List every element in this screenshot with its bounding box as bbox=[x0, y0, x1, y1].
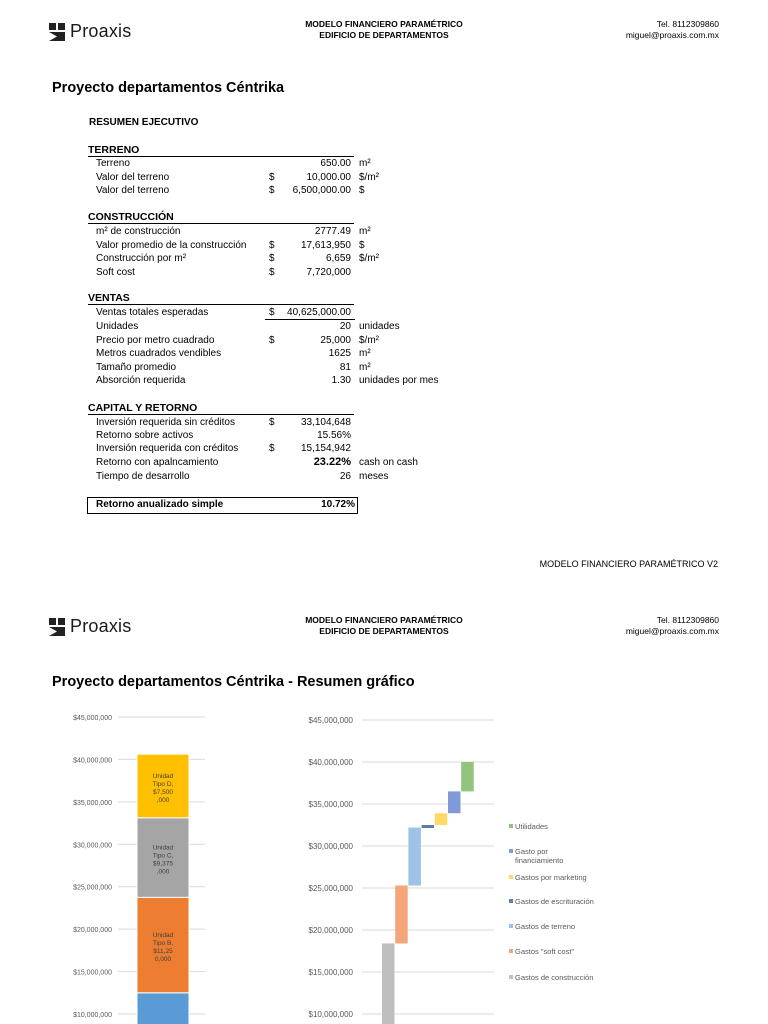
document-header bbox=[264, 615, 504, 637]
data-label: ,000 bbox=[156, 796, 170, 804]
waterfall-bar bbox=[408, 828, 421, 886]
data-label: $7,500 bbox=[153, 788, 173, 796]
proaxis-logo-icon bbox=[49, 618, 65, 636]
brand-name: Proaxis bbox=[70, 616, 132, 636]
data-label: Tipo C, bbox=[152, 852, 174, 860]
legend-label: Gastos "soft cost" bbox=[515, 947, 575, 956]
legend-label: Gastos por marketing bbox=[515, 873, 587, 882]
highlight-value: 10.72% bbox=[321, 499, 355, 510]
header-title-line2: EDIFICIO DE DEPARTAMENTOS bbox=[319, 30, 449, 40]
brand-logo bbox=[49, 616, 131, 637]
page-title: Proyecto departamentos Céntrika bbox=[52, 80, 285, 96]
y-tick-label: $45,000,000 bbox=[308, 716, 353, 725]
contact-info bbox=[519, 615, 719, 637]
stacked-units-chart bbox=[40, 700, 220, 1024]
waterfall-bar bbox=[382, 943, 395, 1024]
data-label: Unidad bbox=[152, 932, 174, 940]
y-tick-label: $10,000,000 bbox=[73, 1012, 112, 1019]
highlight-label: Retorno anualizado simple bbox=[96, 499, 224, 510]
contact-email: miguel@proaxis.com.mx bbox=[625, 626, 719, 636]
y-tick-label: $35,000,000 bbox=[308, 800, 353, 809]
section-heading-ventas: VENTAS bbox=[88, 292, 354, 305]
legend-label: Gastos de terreno bbox=[515, 922, 576, 931]
legend-swatch bbox=[509, 924, 513, 928]
y-tick-label: $15,000,000 bbox=[308, 968, 353, 977]
data-label: 0,000 bbox=[154, 956, 172, 964]
legend-label: financiamiento bbox=[515, 856, 564, 865]
brand-name: Proaxis bbox=[70, 21, 132, 41]
header-title-line2: EDIFICIO DE DEPARTAMENTOS bbox=[319, 626, 449, 636]
page-footer: MODELO FINANCIERO PARAMÉTRICO V2 bbox=[539, 559, 718, 569]
y-tick-label: $10,000,000 bbox=[308, 1010, 353, 1019]
section-heading-capital: CAPITAL Y RETORNO bbox=[88, 402, 354, 415]
waterfall-bar bbox=[395, 885, 408, 943]
data-label: $9,375 bbox=[153, 860, 173, 868]
header-title-line1: MODELO FINANCIERO PARAMÉTRICO bbox=[305, 615, 463, 625]
contact-phone: Tel. 8112309860 bbox=[656, 19, 719, 29]
data-label: $11,25 bbox=[153, 948, 173, 956]
brand-logo bbox=[49, 21, 131, 42]
legend-swatch bbox=[509, 949, 513, 953]
waterfall-bar bbox=[461, 762, 474, 791]
contact-phone: Tel. 8112309860 bbox=[656, 615, 719, 625]
contact-email: miguel@proaxis.com.mx bbox=[625, 30, 719, 40]
section-subtitle: RESUMEN EJECUTIVO bbox=[89, 117, 199, 128]
y-tick-label: $35,000,000 bbox=[73, 799, 112, 807]
document-header bbox=[264, 19, 504, 41]
waterfall-bar bbox=[422, 825, 435, 828]
legend-swatch bbox=[509, 849, 513, 853]
bar-segment bbox=[137, 993, 189, 1024]
legend-label: Utilidades bbox=[515, 822, 548, 831]
legend-label: Gastos de construcción bbox=[515, 973, 594, 982]
waterfall-bar bbox=[448, 791, 461, 813]
y-tick-label: $15,000,000 bbox=[73, 969, 112, 977]
section-heading-terreno: TERRENO bbox=[88, 144, 354, 157]
proaxis-logo-icon bbox=[49, 23, 65, 41]
legend-swatch bbox=[509, 899, 513, 903]
legend-label: Gastos de escrituración bbox=[515, 897, 594, 906]
legend-swatch bbox=[509, 875, 513, 879]
page-title: Proyecto departamentos Céntrika - Resumen gráfico bbox=[52, 674, 415, 690]
header-title-line1: MODELO FINANCIERO PARAMÉTRICO bbox=[305, 19, 463, 29]
y-tick-label: $30,000,000 bbox=[308, 842, 353, 851]
highlight-row bbox=[87, 497, 358, 514]
legend-swatch bbox=[509, 824, 513, 828]
y-tick-label: $45,000,000 bbox=[73, 715, 112, 722]
legend-label: Gasto por bbox=[515, 847, 548, 856]
y-tick-label: $25,000,000 bbox=[73, 884, 112, 892]
section-heading-construccion: CONSTRUCCIÓN bbox=[88, 211, 354, 224]
legend-swatch bbox=[509, 975, 513, 979]
y-tick-label: $20,000,000 bbox=[73, 927, 112, 935]
y-tick-label: $30,000,000 bbox=[73, 842, 112, 850]
contact-info bbox=[519, 19, 719, 41]
waterfall-chart bbox=[290, 700, 630, 1024]
y-tick-label: $40,000,000 bbox=[73, 757, 112, 765]
data-label: Tipo B, bbox=[152, 940, 174, 948]
y-tick-label: $25,000,000 bbox=[308, 884, 353, 893]
data-label: ,000 bbox=[156, 868, 170, 876]
data-label: Unidad bbox=[152, 844, 174, 852]
y-tick-label: $20,000,000 bbox=[308, 926, 353, 935]
data-label: Tipo D, bbox=[152, 780, 174, 788]
waterfall-bar bbox=[435, 813, 448, 825]
data-label: Unidad bbox=[152, 772, 174, 780]
y-tick-label: $40,000,000 bbox=[308, 758, 353, 767]
